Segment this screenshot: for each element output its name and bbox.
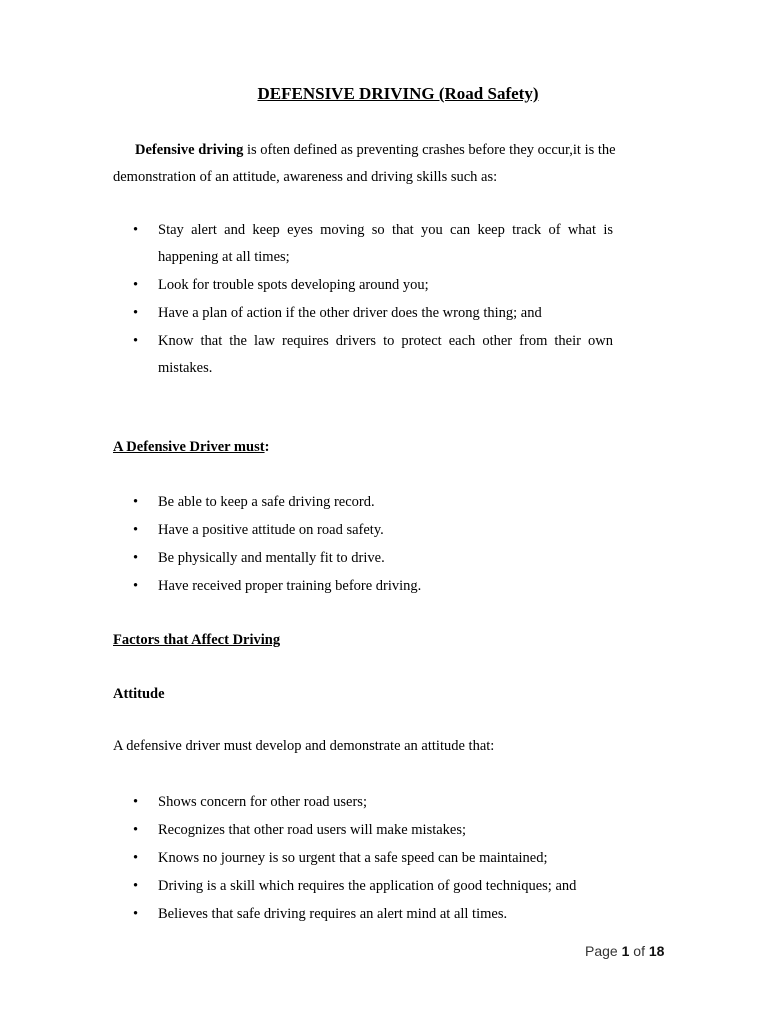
driver-must-list [113, 489, 613, 601]
list-item: • Shows concern for other road users; [113, 789, 613, 816]
page-current: 1 [621, 943, 630, 959]
page-of-word: of [629, 943, 649, 959]
list-item: • Know that the law requires drivers to protect each other from their own mistakes. [113, 328, 613, 382]
driver-must-heading-colon: : [264, 439, 270, 455]
intro-text: is often defined as preventing crashes before they occur,it is the demonstration of an attitude, awareness and driving skills such as: [113, 142, 616, 185]
page-number [585, 943, 664, 959]
list-item: • Stay alert and keep eyes moving so that you can keep track of what is happening at all times; [113, 217, 613, 271]
list-item: • Be able to keep a safe driving record. [113, 489, 613, 516]
intro-paragraph [113, 137, 653, 191]
intro-bold-term: Defensive driving [135, 142, 244, 158]
attitude-heading: Attitude [113, 686, 165, 702]
driver-must-heading-text: A Defensive Driver must [113, 439, 265, 455]
intro-bullet-list [113, 217, 613, 383]
page-total: 18 [648, 943, 665, 959]
list-item: • Recognizes that other road users will make mistakes; [113, 817, 613, 844]
list-item: • Driving is a skill which requires the application of good techniques; and [113, 873, 613, 900]
attitude-bullet-list [113, 789, 613, 929]
list-item: • Have a plan of action if the other driver does the wrong thing; and [113, 300, 613, 327]
list-item: • Have a positive attitude on road safety. [113, 517, 613, 544]
attitude-intro: A defensive driver must develop and demonstrate an attitude that: [113, 738, 495, 754]
list-item: • Believes that safe driving requires an alert mind at all times. [113, 901, 613, 928]
driver-must-heading [113, 439, 269, 456]
factors-heading: Factors that Affect Driving [113, 632, 281, 648]
list-item: • Knows no journey is so urgent that a safe speed can be maintained; [113, 845, 613, 872]
page-word: Page [585, 943, 622, 959]
list-item: • Be physically and mentally fit to drive. [113, 545, 613, 572]
list-item: • Have received proper training before driving. [113, 573, 613, 600]
list-item: • Look for trouble spots developing around you; [113, 272, 613, 299]
document-title: DEFENSIVE DRIVING (Road Safety) [257, 84, 539, 103]
